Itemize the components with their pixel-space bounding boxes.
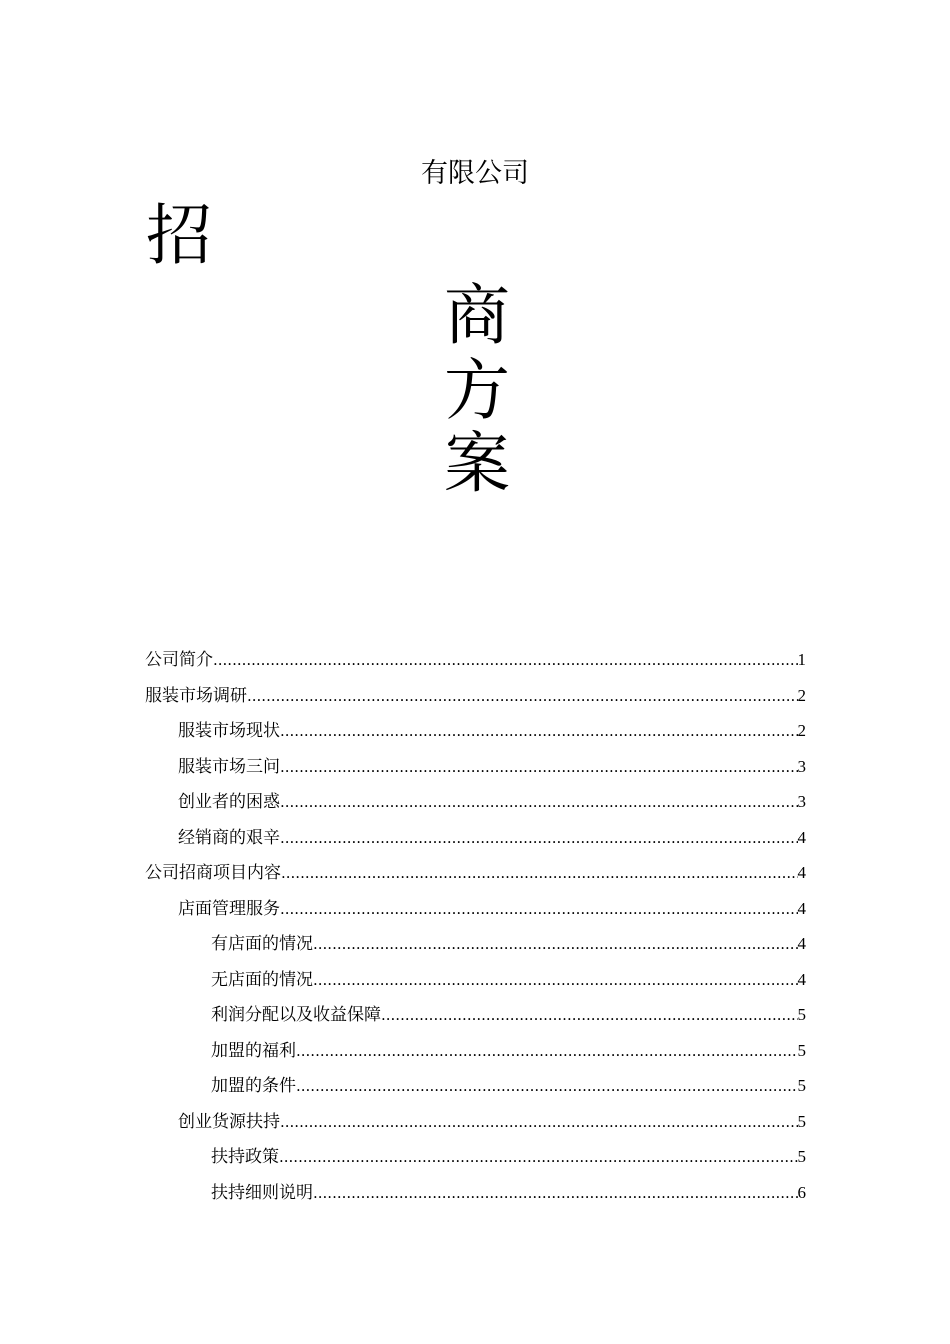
toc-leader-dots — [280, 785, 798, 821]
toc-entry-title: 创业货源扶持 — [178, 1111, 280, 1132]
title-char-an: 案 — [444, 425, 510, 502]
toc-leader-dots — [313, 1176, 798, 1212]
table-of-contents — [145, 642, 806, 1210]
toc-leader-dots — [296, 1034, 798, 1070]
toc-entry-page: 6 — [797, 1182, 806, 1202]
toc-entry[interactable] — [145, 926, 806, 962]
toc-leader-dots — [280, 750, 798, 786]
toc-entry-page: 5 — [797, 1005, 806, 1024]
toc-entry-page: 2 — [797, 685, 806, 705]
toc-entry[interactable] — [145, 749, 806, 785]
toc-entry-title: 服装市场三问 — [178, 756, 280, 777]
toc-entry[interactable] — [145, 1175, 806, 1211]
toc-entry-page: 5 — [797, 1040, 806, 1060]
toc-entry-title: 公司简介 — [145, 650, 213, 670]
toc-entry-title: 创业者的困惑 — [178, 792, 280, 812]
toc-entry[interactable] — [145, 713, 806, 749]
toc-entry[interactable] — [145, 962, 806, 998]
toc-leader-dots — [313, 963, 798, 999]
toc-entry-page: 5 — [797, 1147, 806, 1166]
toc-entry[interactable] — [145, 891, 806, 927]
toc-entry-title: 无店面的情况 — [211, 969, 313, 990]
toc-entry-title: 扶持政策 — [211, 1147, 279, 1167]
toc-leader-dots — [213, 643, 798, 679]
toc-entry-title: 扶持细则说明 — [211, 1182, 313, 1203]
toc-entry-title: 服装市场现状 — [178, 721, 280, 741]
toc-entry[interactable] — [145, 784, 806, 820]
toc-entry-title: 服装市场调研 — [145, 685, 247, 706]
toc-entry-title: 公司招商项目内容 — [145, 863, 281, 883]
toc-entry-title: 利润分配以及收益保障 — [211, 1005, 381, 1025]
toc-leader-dots — [381, 998, 798, 1034]
toc-leader-dots — [279, 1140, 798, 1176]
title-char-fang: 方 — [444, 352, 510, 429]
title-char-shang: 商 — [444, 277, 510, 354]
toc-leader-dots — [280, 714, 798, 750]
toc-entry[interactable] — [145, 678, 806, 714]
toc-entry[interactable] — [145, 820, 806, 856]
toc-entry-page: 5 — [797, 1111, 806, 1131]
toc-entry-page: 4 — [797, 898, 806, 918]
toc-entry-page: 4 — [797, 934, 806, 953]
toc-entry-page: 1 — [797, 650, 806, 669]
toc-entry-page: 4 — [797, 827, 806, 847]
toc-entry-title: 店面管理服务 — [178, 898, 280, 919]
toc-entry-title: 加盟的福利 — [211, 1040, 296, 1061]
toc-leader-dots — [296, 1069, 798, 1105]
toc-entry-page: 3 — [797, 756, 806, 776]
toc-entry-page: 2 — [797, 721, 806, 740]
toc-entry[interactable] — [145, 1068, 806, 1104]
toc-entry-title: 加盟的条件 — [211, 1076, 296, 1096]
toc-entry[interactable] — [145, 1104, 806, 1140]
title-char-zhao: 招 — [146, 197, 212, 274]
toc-entry[interactable] — [145, 997, 806, 1033]
toc-leader-dots — [280, 1105, 798, 1141]
toc-entry[interactable] — [145, 1033, 806, 1069]
toc-entry[interactable] — [145, 855, 806, 891]
toc-leader-dots — [313, 927, 798, 963]
toc-entry-title: 经销商的艰辛 — [178, 827, 280, 848]
toc-entry-page: 5 — [797, 1076, 806, 1095]
toc-entry[interactable] — [145, 1139, 806, 1175]
toc-leader-dots — [280, 892, 798, 928]
toc-leader-dots — [280, 821, 798, 857]
toc-entry-page: 3 — [797, 792, 806, 811]
toc-leader-dots — [281, 856, 798, 892]
toc-entry-page: 4 — [797, 863, 806, 882]
toc-entry-title: 有店面的情况 — [211, 934, 313, 954]
company-name: 有限公司 — [421, 158, 529, 189]
toc-entry-page: 4 — [797, 969, 806, 989]
toc-leader-dots — [247, 679, 798, 715]
toc-entry[interactable] — [145, 642, 806, 678]
